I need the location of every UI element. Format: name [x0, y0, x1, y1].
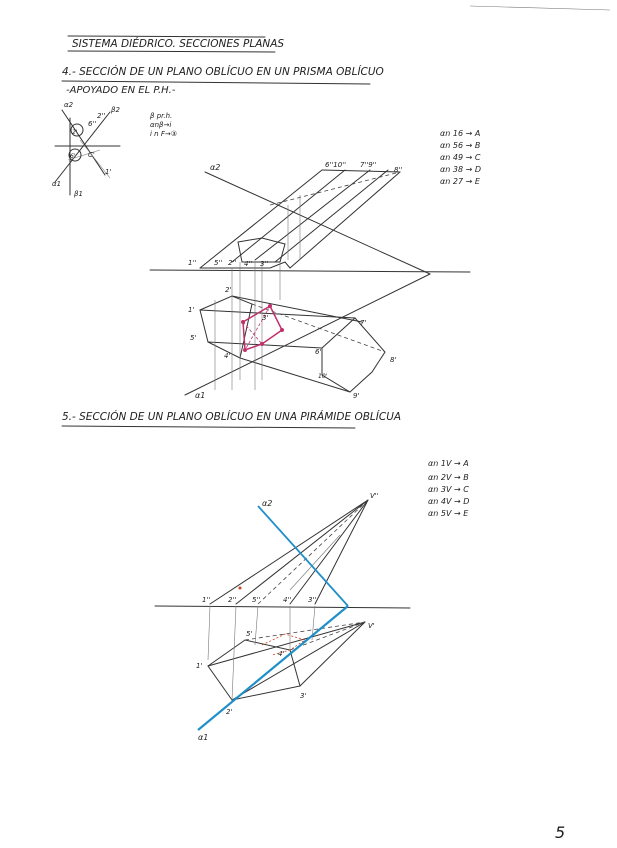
svg-text:α2: α2 [64, 101, 74, 109]
svg-text:V': V' [368, 622, 375, 630]
svg-text:1'': 1'' [188, 259, 197, 267]
svg-text:α1: α1 [52, 180, 62, 188]
svg-text:8'': 8'' [394, 166, 403, 174]
page-number: 5 [555, 823, 566, 842]
svg-text:2': 2' [225, 286, 232, 294]
svg-text:4'': 4'' [283, 596, 292, 604]
svg-text:1'': 1'' [202, 596, 211, 604]
svg-text:9': 9' [353, 392, 360, 400]
svg-text:1': 1' [196, 662, 203, 670]
ex4-plan-top [322, 318, 385, 392]
svg-text:3': 3' [300, 692, 307, 700]
header-box-bottom [68, 51, 275, 52]
svg-text:αn 27 → E: αn 27 → E [440, 177, 480, 186]
svg-text:6': 6' [70, 153, 76, 160]
svg-text:i n F→③: i n F→③ [150, 130, 177, 138]
svg-text:αn 16 → A: αn 16 → A [440, 129, 481, 138]
svg-text:V'': V'' [370, 492, 379, 500]
svg-text:αn 49 → C: αn 49 → C [440, 153, 481, 162]
ex5-plan-base [208, 640, 300, 700]
svg-text:4'': 4'' [244, 260, 253, 268]
svg-text:αn 3V → C: αn 3V → C [428, 485, 469, 494]
svg-text:β pr.h.: β pr.h. [150, 112, 173, 120]
svg-text:7''9'': 7''9'' [360, 161, 377, 169]
svg-text:β1: β1 [74, 190, 83, 198]
ex5-alpha1-trace [198, 606, 348, 730]
ex4-intersection-list [440, 129, 481, 186]
ex4-alpha2-trace [205, 172, 430, 274]
svg-text:3'': 3'' [308, 596, 317, 604]
header-box-top [68, 36, 265, 37]
ex4-aux-diagram [52, 101, 177, 198]
ex4-title: 4.- SECCIÓN DE UN PLANO OBLÍCUO EN UN PRISMA OBLÍCUO [62, 66, 384, 78]
svg-text:α2: α2 [262, 499, 273, 508]
ex5-title: 5.- SECCIÓN DE UN PLANO OBLÍCUO EN UNA PIRÁMIDE OBLÍCUA [62, 411, 402, 423]
svg-text:αn 56 → B: αn 56 → B [440, 141, 481, 150]
ex5-pyramid-drawing [155, 492, 410, 742]
ex5-alpha2-trace [258, 506, 348, 606]
ex4-alpha1-trace [185, 274, 430, 395]
ex4-title-underline [62, 81, 370, 84]
svg-text:2'': 2'' [97, 112, 106, 120]
svg-text:C': C' [88, 151, 95, 159]
svg-text:αn 1V → A: αn 1V → A [428, 459, 469, 468]
svg-text:αnβ→i: αnβ→i [150, 121, 172, 129]
ex4-subtitle: -APOYADO EN EL P.H.- [66, 85, 176, 96]
svg-text:β2: β2 [111, 106, 120, 114]
svg-text:αn 5V → E: αn 5V → E [428, 509, 469, 518]
header-title: SISTEMA DIÉDRICO. SECCIONES PLANAS [72, 38, 285, 50]
svg-text:10': 10' [318, 373, 328, 380]
svg-text:2'': 2'' [228, 259, 237, 267]
svg-text:3': 3' [262, 314, 269, 322]
svg-text:6'': 6'' [88, 120, 97, 128]
svg-text:5'': 5'' [252, 596, 261, 604]
sheet-edge-line [470, 6, 610, 10]
svg-text:2': 2' [72, 129, 78, 136]
svg-text:1': 1' [188, 306, 195, 314]
svg-text:αn 2V → B: αn 2V → B [428, 473, 469, 482]
svg-text:6': 6' [315, 348, 322, 356]
ex5-ground-line [155, 606, 410, 608]
svg-text:6''10'': 6''10'' [325, 161, 347, 169]
svg-text:5': 5' [190, 334, 197, 342]
svg-text:α1: α1 [195, 391, 206, 400]
svg-text:4': 4' [278, 650, 285, 658]
svg-text:α2: α2 [210, 163, 221, 172]
svg-text:2'': 2'' [228, 596, 237, 604]
svg-text:αn 4V → D: αn 4V → D [428, 497, 470, 506]
svg-text:αn 38 → D: αn 38 → D [440, 165, 482, 174]
svg-text:7': 7' [360, 319, 367, 327]
svg-text:2': 2' [226, 708, 233, 716]
svg-text:3'': 3'' [260, 260, 269, 268]
svg-text:5': 5' [246, 630, 253, 638]
svg-text:8': 8' [390, 356, 397, 364]
ex5-intersection-list [428, 459, 469, 518]
ex4-prism-drawing [150, 161, 470, 400]
svg-text:5'': 5'' [214, 259, 223, 267]
ex5-title-underline [62, 426, 355, 428]
svg-text:α1: α1 [198, 733, 209, 742]
svg-text:4': 4' [224, 352, 231, 360]
svg-text:1': 1' [105, 168, 112, 176]
